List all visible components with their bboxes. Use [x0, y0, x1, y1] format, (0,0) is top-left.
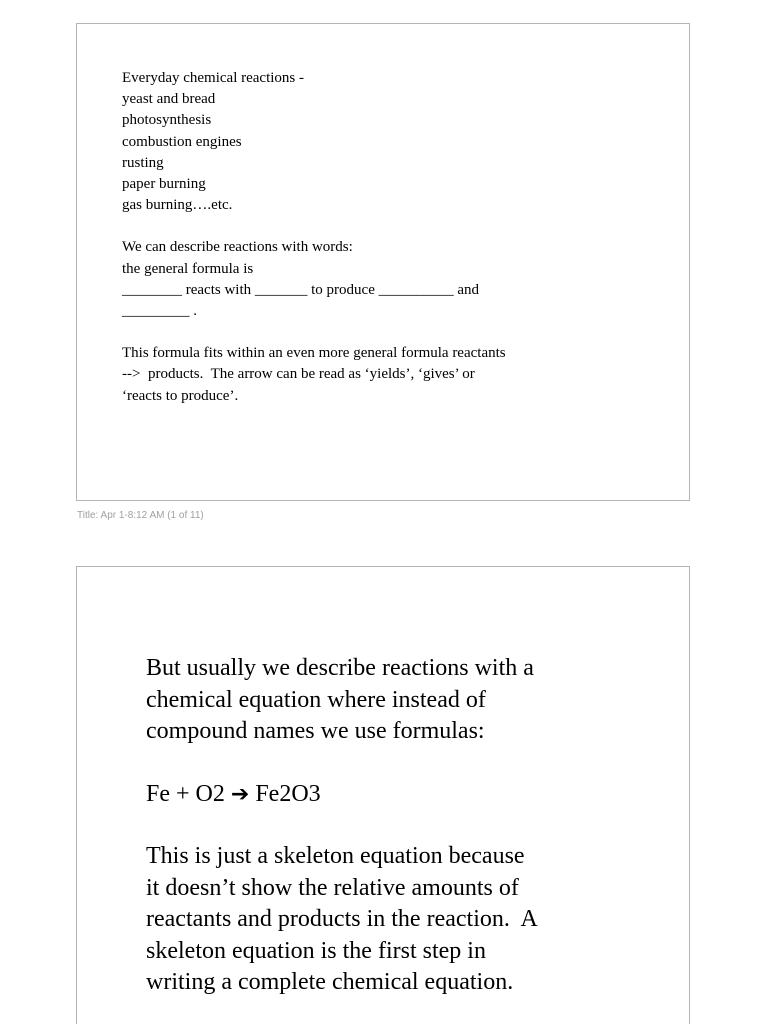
- slide-2: [76, 566, 690, 1024]
- example-item: combustion engines: [122, 133, 242, 150]
- formula-line: _________ .: [122, 303, 197, 320]
- example-item: rusting: [122, 154, 164, 171]
- equation-reactants: Fe + O2: [146, 780, 225, 807]
- slide-2-text: [146, 653, 646, 999]
- example-item: photosynthesis: [122, 112, 212, 129]
- paragraph-line: writing a complete chemical equation.: [146, 969, 514, 995]
- paragraph-line: chemical equation where instead of: [146, 686, 486, 713]
- paragraph-line: reactants and products in the reaction. A: [146, 906, 538, 932]
- arrow-icon: ➔: [230, 781, 250, 807]
- slide-1-text: [122, 68, 642, 407]
- example-item: gas burning….etc.: [122, 197, 233, 214]
- paragraph-line: This is just a skeleton equation because: [146, 843, 525, 869]
- example-item: yeast and bread: [122, 91, 216, 108]
- slide-1-heading: Everyday chemical reactions -: [122, 70, 304, 86]
- paragraph-line: compound names we use formulas:: [146, 718, 485, 744]
- formula-intro: the general formula is: [122, 260, 254, 277]
- equation-product: Fe2O3: [255, 780, 321, 807]
- describe-line: We can describe reactions with words:: [122, 239, 353, 256]
- paragraph-line: skeleton equation is the first step in: [146, 937, 486, 964]
- paragraph-line: But usually we describe reactions with a: [146, 655, 534, 681]
- paragraph-line: it doesn’t show the relative amounts of: [146, 874, 519, 901]
- general-formula-line: ‘reacts to produce’.: [122, 387, 239, 404]
- general-formula-line: --> products. The arrow can be read as ‘yields’, ‘gives’ or: [122, 366, 475, 383]
- formula-line: ________ reacts with _______ to produce __________ and: [122, 281, 480, 298]
- example-item: paper burning: [122, 176, 206, 193]
- slide-1: [76, 23, 690, 501]
- general-formula-line: This formula fits within an even more general formula reactants: [122, 345, 506, 362]
- slide-caption: Title: Apr 1-8:12 AM (1 of 11): [77, 510, 204, 521]
- chemical-equation: [146, 779, 646, 811]
